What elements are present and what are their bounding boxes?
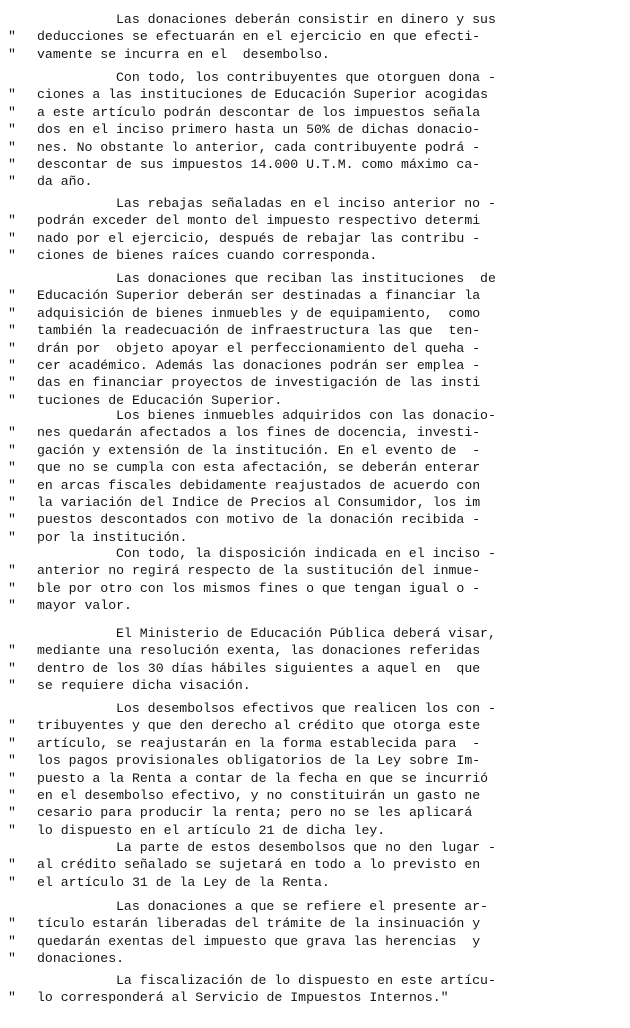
line-text: Educación Superior deberán ser destinadas a financiar la (37, 288, 481, 304)
continuation-quote-mark: " (8, 660, 16, 676)
text-line (0, 374, 630, 391)
text-line (0, 660, 630, 677)
line-text: la variación del Indice de Precios al Consumidor, los im (37, 494, 481, 510)
text-line (0, 442, 630, 459)
continuation-quote-mark: " (8, 248, 16, 264)
text-line (0, 933, 630, 950)
line-text: da año. (37, 174, 93, 190)
paragraph (0, 195, 630, 265)
line-text: mediante una resolución exenta, las donaciones referidas (37, 643, 481, 659)
line-text: los pagos provisionales obligatorios de la Ley sobre Im- (37, 753, 481, 769)
line-text: gación y extensión de la institución. En el evento de - (37, 442, 481, 458)
continuation-quote-mark: " (8, 375, 16, 391)
line-text: anterior no regirá respecto de la sustitución del inmue- (37, 563, 481, 579)
paragraph (0, 407, 630, 546)
text-line (0, 195, 630, 212)
text-line (0, 625, 630, 642)
continuation-quote-mark: " (8, 305, 16, 321)
text-line (0, 529, 630, 546)
text-line (0, 562, 630, 579)
text-line (0, 86, 630, 103)
continuation-quote-mark: " (8, 951, 16, 967)
continuation-quote-mark: " (8, 933, 16, 949)
line-text: La fiscalización de lo dispuesto en este artícu- (116, 973, 496, 988)
text-line (0, 787, 630, 804)
paragraph (0, 839, 630, 891)
text-line (0, 494, 630, 511)
continuation-quote-mark: " (8, 563, 16, 579)
line-text: ble por otro con los mismos fines o que tengan igual o - (37, 580, 481, 596)
line-text: cer académico. Además las donaciones podrán ser emplea - (37, 357, 481, 373)
text-line (0, 804, 630, 821)
line-text: Con todo, la disposición indicada en el inciso - (116, 546, 496, 561)
text-line (0, 898, 630, 915)
text-line (0, 511, 630, 528)
line-text: donaciones. (37, 951, 125, 967)
text-line (0, 989, 630, 1006)
line-text: por la institución. (37, 529, 188, 545)
line-text: Las rebajas señaladas en el inciso anterior no - (116, 196, 496, 211)
line-text: vamente se incurra en el desembolso. (37, 46, 330, 62)
paragraph (0, 11, 630, 63)
continuation-quote-mark: " (8, 139, 16, 155)
line-text: deducciones se efectuarán en el ejercicio en que efecti- (37, 29, 481, 45)
continuation-quote-mark: " (8, 874, 16, 890)
text-line (0, 580, 630, 597)
continuation-quote-mark: " (8, 442, 16, 458)
line-text: ciones de bienes raíces cuando corresponda. (37, 248, 378, 264)
line-text: a este artículo podrán descontar de los impuestos señala (37, 104, 481, 120)
continuation-quote-mark: " (8, 213, 16, 229)
continuation-quote-mark: " (8, 122, 16, 138)
line-text: Las donaciones que reciban las instituciones de (116, 271, 496, 286)
line-text: dos en el inciso primero hasta un 50% de dichas donacio- (37, 122, 481, 138)
paragraph (0, 898, 630, 968)
line-text: lo corresponderá al Servicio de Impuestos Internos." (37, 990, 449, 1006)
continuation-quote-mark: " (8, 580, 16, 596)
text-line (0, 212, 630, 229)
line-text: descontar de sus impuestos 14.000 U.T.M. como máximo ca- (37, 156, 481, 172)
text-line (0, 735, 630, 752)
line-text: nes. No obstante lo anterior, cada contribuyente podrá - (37, 139, 481, 155)
line-text: tículo estarán liberadas del trámite de la insinuación y (37, 916, 481, 932)
continuation-quote-mark: " (8, 494, 16, 510)
continuation-quote-mark: " (8, 477, 16, 493)
paragraph (0, 545, 630, 615)
text-line (0, 545, 630, 562)
text-line (0, 11, 630, 28)
continuation-quote-mark: " (8, 323, 16, 339)
line-text: en arcas fiscales debidamente reajustados de acuerdo con (37, 477, 481, 493)
continuation-quote-mark: " (8, 916, 16, 932)
text-line (0, 642, 630, 659)
text-line (0, 459, 630, 476)
continuation-quote-mark: " (8, 529, 16, 545)
line-text: en el desembolso efectivo, y no constituirán un gasto ne (37, 787, 481, 803)
continuation-quote-mark: " (8, 156, 16, 172)
line-text: nado por el ejercicio, después de rebajar las contribu - (37, 230, 481, 246)
continuation-quote-mark: " (8, 770, 16, 786)
continuation-quote-mark: " (8, 598, 16, 614)
continuation-quote-mark: " (8, 678, 16, 694)
paragraph (0, 700, 630, 839)
line-text: que no se cumpla con esta afectación, se deberán enterar (37, 460, 481, 476)
continuation-quote-mark: " (8, 643, 16, 659)
text-line (0, 357, 630, 374)
text-line (0, 950, 630, 967)
line-text: al crédito señalado se sujetará en todo a lo previsto en (37, 857, 481, 873)
text-line (0, 839, 630, 856)
text-line (0, 173, 630, 190)
line-text: artículo, se reajustarán en la forma establecida para - (37, 735, 481, 751)
continuation-quote-mark: " (8, 718, 16, 734)
continuation-quote-mark: " (8, 787, 16, 803)
text-line (0, 340, 630, 357)
continuation-quote-mark: " (8, 460, 16, 476)
text-line (0, 322, 630, 339)
text-line (0, 305, 630, 322)
continuation-quote-mark: " (8, 340, 16, 356)
continuation-quote-mark: " (8, 822, 16, 838)
line-text: mayor valor. (37, 598, 132, 614)
text-line (0, 69, 630, 86)
line-text: también la readecuación de infraestructura las que ten- (37, 323, 481, 339)
continuation-quote-mark: " (8, 392, 16, 408)
paragraph (0, 972, 630, 1007)
text-line (0, 874, 630, 891)
text-line (0, 104, 630, 121)
line-text: cesario para producir la renta; pero no se les aplicará (37, 805, 473, 821)
continuation-quote-mark: " (8, 357, 16, 373)
line-text: podrán exceder del monto del impuesto respectivo determi (37, 213, 481, 229)
text-line (0, 752, 630, 769)
line-text: puesto a la Renta a contar de la fecha en que se incurrió (37, 770, 489, 786)
line-text: nes quedarán afectados a los fines de docencia, investi- (37, 425, 481, 441)
paragraph (0, 270, 630, 409)
line-text: adquisición de bienes inmuebles y de equipamiento, como (37, 305, 481, 321)
continuation-quote-mark: " (8, 425, 16, 441)
text-line (0, 677, 630, 694)
text-line (0, 230, 630, 247)
text-line (0, 822, 630, 839)
text-line (0, 28, 630, 45)
continuation-quote-mark: " (8, 104, 16, 120)
text-line (0, 972, 630, 989)
text-line (0, 270, 630, 287)
text-line (0, 597, 630, 614)
text-line (0, 717, 630, 734)
continuation-quote-mark: " (8, 174, 16, 190)
text-line (0, 46, 630, 63)
paragraph (0, 69, 630, 191)
continuation-quote-mark: " (8, 857, 16, 873)
line-text: Los bienes inmuebles adquiridos con las donacio- (116, 408, 496, 423)
continuation-quote-mark: " (8, 29, 16, 45)
line-text: lo dispuesto en el artículo 21 de dicha ley. (37, 822, 386, 838)
line-text: dentro de los 30 días hábiles siguientes a aquel en que (37, 660, 481, 676)
line-text: Las donaciones a que se refiere el presente ar- (116, 899, 488, 914)
text-line (0, 915, 630, 932)
line-text: Con todo, los contribuyentes que otorguen dona - (116, 70, 496, 85)
text-line (0, 247, 630, 264)
text-line (0, 287, 630, 304)
paragraph (0, 625, 630, 695)
line-text: el artículo 31 de la Ley de la Renta. (37, 874, 330, 890)
line-text: puestos descontados con motivo de la donación recibida - (37, 512, 481, 528)
continuation-quote-mark: " (8, 46, 16, 62)
text-line (0, 156, 630, 173)
text-line (0, 121, 630, 138)
continuation-quote-mark: " (8, 753, 16, 769)
continuation-quote-mark: " (8, 288, 16, 304)
continuation-quote-mark: " (8, 512, 16, 528)
continuation-quote-mark: " (8, 805, 16, 821)
line-text: das en financiar proyectos de investigación de las insti (37, 375, 481, 391)
line-text: Las donaciones deberán consistir en dinero y sus (116, 12, 496, 27)
text-line (0, 424, 630, 441)
text-line (0, 770, 630, 787)
text-line (0, 477, 630, 494)
line-text: ciones a las instituciones de Educación Superior acogidas (37, 87, 489, 103)
line-text: tribuyentes y que den derecho al crédito que otorga este (37, 718, 481, 734)
continuation-quote-mark: " (8, 735, 16, 751)
continuation-quote-mark: " (8, 230, 16, 246)
line-text: tuciones de Educación Superior. (37, 392, 283, 408)
text-line (0, 700, 630, 717)
continuation-quote-mark: " (8, 87, 16, 103)
line-text: El Ministerio de Educación Pública deberá visar, (116, 626, 496, 641)
line-text: drán por objeto apoyar el perfeccionamiento del queha - (37, 340, 481, 356)
text-line (0, 407, 630, 424)
text-line (0, 139, 630, 156)
line-text: Los desembolsos efectivos que realicen los con - (116, 701, 496, 716)
line-text: se requiere dicha visación. (37, 678, 251, 694)
text-line (0, 856, 630, 873)
line-text: quedarán exentas del impuesto que grava las herencias y (37, 933, 481, 949)
continuation-quote-mark: " (8, 990, 16, 1006)
line-text: La parte de estos desembolsos que no den lugar - (116, 840, 496, 855)
